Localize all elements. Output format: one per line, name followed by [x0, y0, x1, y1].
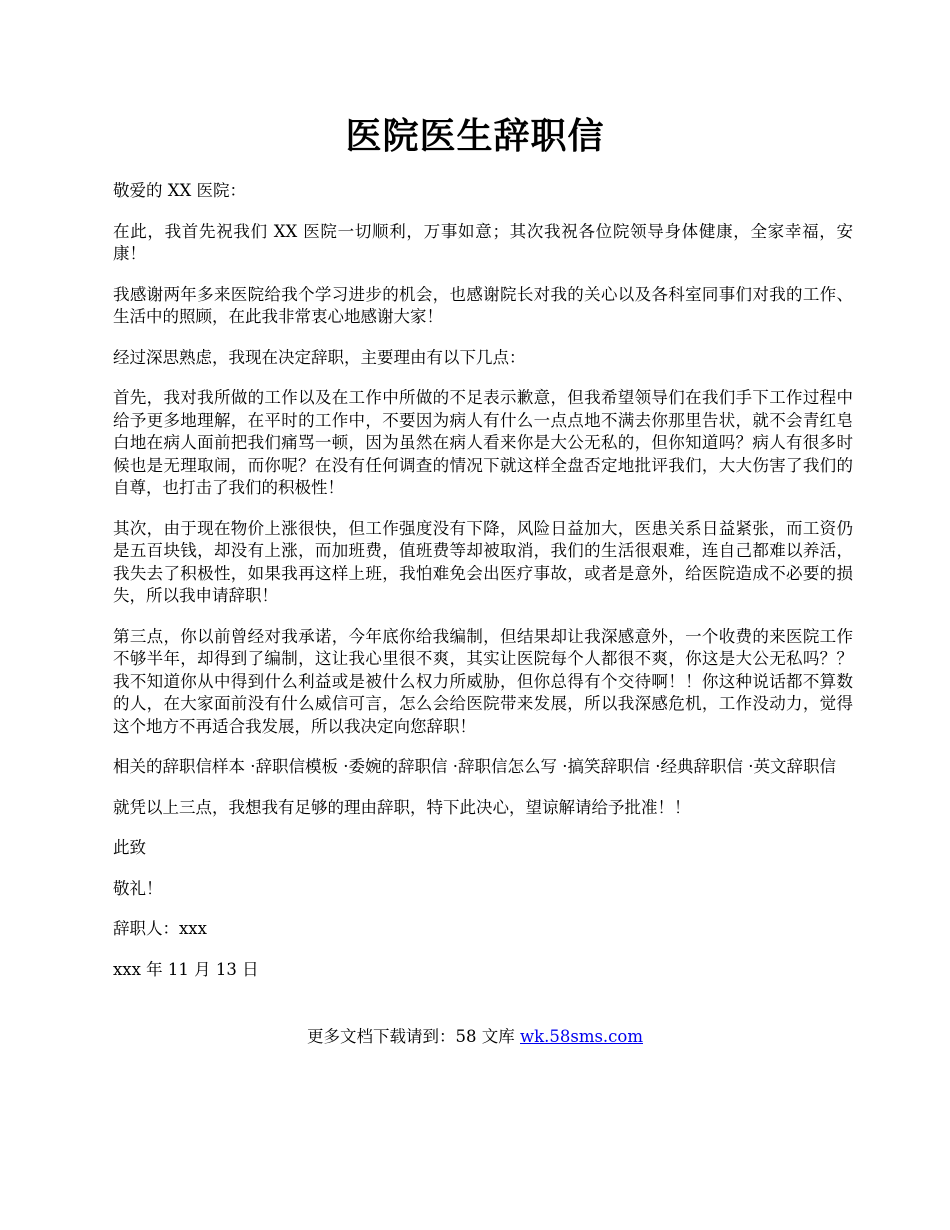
footer	[0, 1026, 950, 1048]
salutation: 敬爱的 XX 医院：	[113, 181, 246, 200]
document-title: 医院医生辞职信	[345, 115, 605, 157]
signature: 辞职人：xxx	[113, 919, 207, 938]
paragraph-reason-1: 首先，我对我所做的工作以及在工作中所做的不足表示歉意，但我希望领导们在我们手下工作过程中给予更多地理解，在平时的工作中，不要因为病人有什么一点点地不满去你那里告状，就不会青红皂白地在病人面前把我们痛骂一顿，因为虽然在病人看来你是大公无私的，但你知道吗？病人有很多时候也是无理取闹，而你呢？在没有任何调查的情况下就这样全盘否定地批评我们，大大伤害了我们的自尊，也打击了我们的积极性！	[113, 388, 853, 497]
date: xxx 年 11 月 13 日	[113, 959, 259, 979]
paragraph-reason-3: 第三点，你以前曾经对我承诺，今年底你给我编制，但结果却让我深感意外，一个收费的来医院工作不够半年，却得到了编制，这让我心里很不爽，其实让医院每个人都很不爽，你这是大公无私吗？？我不知道你从中得到什么利益或是被什么权力所威胁，但你总得有个交待啊！！你这种说话都不算数的人，在大家面前没有什么威信可言，怎么会给医院带来发展，所以我深感危机，工作没动力，觉得这个地方不再适合我发展，所以我决定向您辞职！	[113, 626, 853, 736]
footer-link[interactable]: wk.58sms.com	[519, 1027, 643, 1046]
closing-cizhi: 此致	[113, 838, 146, 857]
paragraph-decision: 经过深思熟虑，我现在决定辞职，主要理由有以下几点：	[113, 347, 526, 367]
paragraph-thanks: 我感谢两年多来医院给我个学习进步的机会，也感谢院长对我的关心以及各科室同事们对我的工作、生活中的照顾，在此我非常衷心地感谢大家！	[113, 284, 853, 326]
related-links: 相关的辞职信样本 ·辞职信模板 ·委婉的辞职信 ·辞职信怎么写 ·搞笑辞职信 ·经典辞职信 ·英文辞职信	[113, 757, 836, 776]
footer-text: 更多文档下载请到：58 文库	[306, 1027, 520, 1046]
closing-jingli: 敬礼！	[113, 878, 163, 898]
paragraph-greeting: 在此，我首先祝我们 XX 医院一切顺利，万事如意；其次我祝各位院领导身体健康，全家幸福，安康！	[113, 221, 853, 263]
document-body	[113, 180, 853, 999]
paragraph-conclusion: 就凭以上三点，我想我有足够的理由辞职，特下此决心，望谅解请给予批准！！	[113, 797, 691, 817]
paragraph-reason-2: 其次，由于现在物价上涨很快，但工作强度没有下降，风险日益加大，医患关系日益紧张，而工资仍是五百块钱，却没有上涨，而加班费，值班费等却被取消，我们的生活很艰难，连自己都难以养活，我失去了积极性，如果我再这样上班，我怕难免会出医疗事故，或者是意外，给医院造成不必要的损失，所以我申请辞职！	[113, 518, 853, 605]
